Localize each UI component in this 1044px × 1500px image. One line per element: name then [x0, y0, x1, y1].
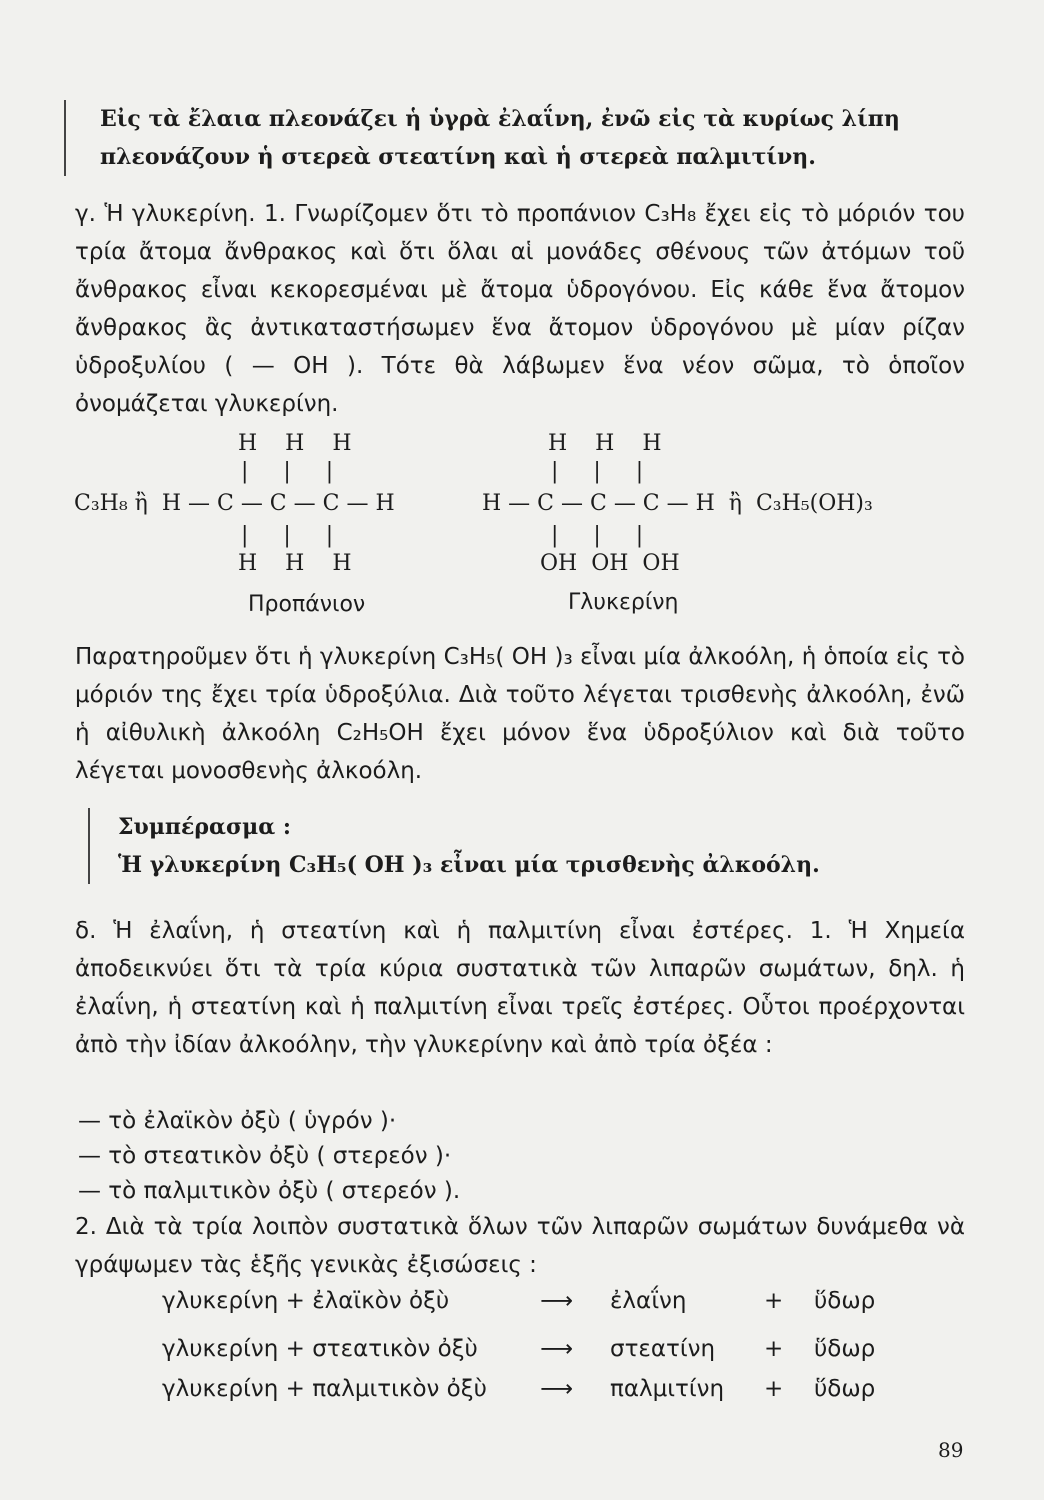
propane-bottom-hydrogens: H H H: [238, 551, 352, 576]
equation-plus: +: [764, 1288, 784, 1314]
glycerin-section-text: γ. Ἡ γλυκερίνη. 1. Γνωρίζομεν ὅτι τὸ προπάνιον C₃H₈ ἔχει εἰς τὸ μόριόν του τρία ἄτομα ἄνθρακος καὶ ὅτι ὅλαι αἱ μονάδες σθένους τῶν ἀτόμων τοῦ ἄνθρακος εἶναι κεκορεσμέναι μὲ ἄτομα ὑδρογόνου. Εἰς κάθε ἕνα ἄτομον ἄνθρακος ἂς ἀντικαταστήσωμεν ἕνα ἄτομον ὑδρογόνου μὲ μίαν ρίζαν ὑδροξυλίου ( — OH ). Τότε θὰ λάβωμεν ἕνα νέον σῶμα, τὸ ὁποῖον ὀνομάζεται γλυκερίνη.: [75, 201, 965, 417]
equation-product: παλμιτίνη: [610, 1376, 725, 1402]
propane-top-bonds: | | |: [241, 459, 334, 484]
equation-row: [162, 1288, 902, 1328]
arrow-icon: ⟶: [540, 1336, 573, 1362]
fats-note-text: Εἰς τὰ ἔλαια πλεονάζει ἡ ὑγρὰ ἐλαΐνη, ἐνῶ εἰς τὰ κυρίως λίπη πλεονάζουν ἡ στερεὰ στεατίνη καὶ ἡ στερεὰ παλμιτίνη.: [100, 106, 900, 170]
glycerin-top-hydrogens: H H H: [548, 431, 662, 456]
propane-bottom-bonds: | | |: [241, 523, 334, 548]
equation-row: [162, 1336, 902, 1376]
propane-caption: Προπάνιον: [248, 592, 366, 617]
glycerin-bottom-bonds: | | |: [551, 523, 644, 548]
equation-product: στεατίνη: [610, 1336, 716, 1362]
propane-top-hydrogens: H H H: [238, 431, 352, 456]
equation-water: ὕδωρ: [814, 1288, 876, 1314]
arrow-icon: ⟶: [540, 1376, 573, 1402]
esters-section: [75, 912, 965, 1064]
equation-row: [162, 1376, 902, 1416]
glycerin-top-bonds: | | |: [551, 459, 644, 484]
equation-reactants: γλυκερίνη + παλμιτικὸν ὀξὺ: [162, 1376, 487, 1402]
page-number: 89: [938, 1438, 964, 1462]
glycerin-main-chain: H — C — C — C — H ἢ C₃H₅(OH)₃: [482, 491, 873, 516]
conclusion-text: Ἡ γλυκερίνη C₃H₅( OH )₃ εἶναι μία τρισθενὴς ἀλκοόλη.: [118, 852, 820, 878]
equation-plus: +: [764, 1336, 784, 1362]
equations-intro: [75, 1208, 965, 1284]
acid-item-stearic: — τὸ στεατικὸν ὀξὺ ( στερεόν )·: [78, 1143, 452, 1169]
glycerin-bottom-hydroxyls: OH OH OH: [540, 551, 680, 576]
equation-reactants: γλυκερίνη + ἐλαϊκὸν ὀξὺ: [162, 1288, 450, 1314]
equation-water: ὕδωρ: [814, 1376, 876, 1402]
fats-note: [64, 100, 990, 176]
acid-item-oleic: — τὸ ἐλαϊκὸν ὀξὺ ( ὑγρόν )·: [78, 1108, 397, 1134]
arrow-icon: ⟶: [540, 1288, 573, 1314]
equation-water: ὕδωρ: [814, 1336, 876, 1362]
equation-reactants: γλυκερίνη + στεατικὸν ὀξὺ: [162, 1336, 478, 1362]
observation-text: Παρατηροῦμεν ὅτι ἡ γλυκερίνη C₃H₅( OH )₃ εἶναι μία ἀλκοόλη, ἡ ὁποία εἰς τὸ μόριόν της ἔχει τρία ὑδροξύλια. Διὰ τοῦτο λέγεται τρισθενὴς ἀλκοόλη, ἐνῶ ἡ αἰθυλικὴ ἀλκοόλη C₂H₅OH ἔχει μόνον ἕνα ὑδροξύλιον καὶ διὰ τοῦτο λέγεται μονοσθενὴς ἀλκοόλη.: [75, 644, 965, 784]
conclusion-box: [88, 808, 878, 884]
conclusion-label: Συμπέρασμα :: [118, 814, 291, 840]
observation-paragraph: [75, 638, 965, 790]
esters-section-text: δ. Ἡ ἐλαΐνη, ἡ στεατίνη καὶ ἡ παλμιτίνη εἶναι ἐστέρες. 1. Ἡ Χημεία ἀποδεικνύει ὅτι τὰ τρία κύρια συστατικὰ τῶν λιπαρῶν σωμάτων, δηλ. ἡ ἐλαΐνη, ἡ στεατίνη καὶ ἡ παλμιτίνη εἶναι τρεῖς ἐστέρες. Οὗτοι προέρχονται ἀπὸ τὴν ἰδίαν ἀλκοόλην, τὴν γλυκερίνην καὶ ἀπὸ τρία ὀξέα :: [75, 918, 965, 1058]
acid-item-palmitic: — τὸ παλμιτικὸν ὀξὺ ( στερεόν ).: [78, 1178, 461, 1204]
equation-product: ἐλαΐνη: [610, 1288, 687, 1314]
glycerin-caption: Γλυκερίνη: [568, 590, 679, 615]
propane-main-chain: C₃H₈ ἢ H — C — C — C — H: [74, 491, 395, 516]
glycerin-section: [75, 195, 965, 423]
equation-plus: +: [764, 1376, 784, 1402]
equations-intro-text: 2. Διὰ τὰ τρία λοιπὸν συστατικὰ ὅλων τῶν λιπαρῶν σωμάτων δυνάμεθα νὰ γράψωμεν τὰς ἑξῆς γενικὰς ἐξισώσεις :: [75, 1214, 965, 1278]
